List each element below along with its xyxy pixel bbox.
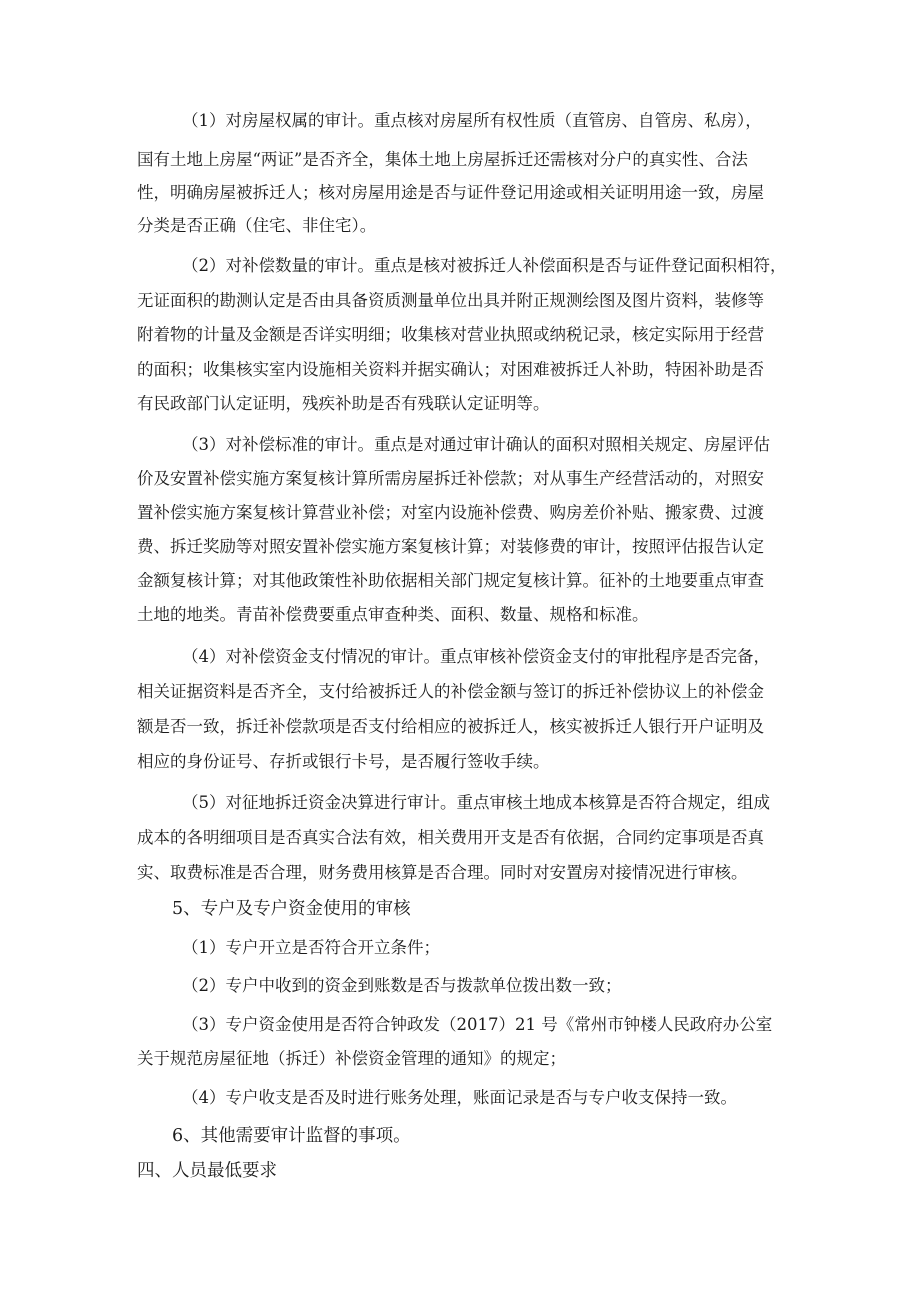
text-line: 的面积；收集核实室内设施相关资料并据实确认；对困难被拆迁人补助，特困补助是否 (137, 360, 764, 379)
section-heading-other-matters: 6、其他需要审计监督的事项。 (172, 1126, 411, 1146)
text-line: （2）对补偿数量的审计。重点是核对被拆迁人补偿面积是否与证件登记面积相符， (182, 256, 787, 275)
text-line: （1）对房屋权属的审计。重点核对房屋所有权性质（直管房、自管房、私房）， (182, 111, 762, 130)
text-line: 附着物的计量及金额是否详实明细；收集核对营业执照或纳税记录，核定实际用于经营 (137, 325, 764, 344)
text-line: 金额复核计算；对其他政策性补助依据相关部门规定复核计算。征补的土地要重点审查 (137, 571, 764, 590)
text-line: 国有土地上房屋“两证”是否齐全，集体土地上房屋拆迁还需核对分户的真实性、合法 (137, 150, 748, 169)
section-heading-staff-requirements: 四、人员最低要求 (137, 1161, 277, 1181)
text-line: 费、拆迁奖励等对照安置补偿实施方案复核计算；对装修费的审计，按照评估报告认定 (137, 537, 764, 556)
text-line: 置补偿实施方案复核计算营业补偿；对室内设施补偿费、购房差价补贴、搬家费、过渡 (137, 503, 764, 522)
text-line: （3）对补偿标准的审计。重点是对通过审计确认的面积对照相关规定、房屋评估 (182, 435, 770, 454)
text-line: 性，明确房屋被拆迁人；核对房屋用途是否与证件登记用途或相关证明用途一致，房屋 (137, 183, 764, 202)
list-item: （4）专户收支是否及时进行账务处理，账面记录是否与专户收支保持一致。 (182, 1088, 737, 1107)
text-line: 关于规范房屋征地（拆迁）补偿资金管理的通知》的规定； (137, 1049, 566, 1068)
text-line: 价及安置补偿实施方案复核计算所需房屋拆迁补偿款；对从事生产经营活动的，对照安 (137, 469, 764, 488)
text-line: 有民政部门认定证明，残疾补助是否有残联认定证明等。 (137, 394, 550, 413)
text-line: 相关证据资料是否齐全，支付给被拆迁人的补偿金额与签订的拆迁补偿协议上的补偿金 (137, 682, 764, 701)
list-item: （1）专户开立是否符合开立条件； (182, 938, 440, 957)
text-line: 无证面积的勘测认定是否由具备资质测量单位出具并附正规测绘图及图片资料，装修等 (137, 291, 764, 310)
text-line: （5）对征地拆迁资金决算进行审计。重点审核土地成本核算是否符合规定，组成 (182, 793, 770, 812)
section-heading-special-account: 5、专户及专户资金使用的审核 (172, 899, 411, 919)
text-line: （3）专户资金使用是否符合钟政发（2017）21 号《常州市钟楼人民政府办公室 (182, 1015, 773, 1034)
list-item: （2）专户中收到的资金到账数是否与拨款单位拨出数一致； (182, 976, 622, 995)
text-line: 成本的各明细项目是否真实合法有效，相关费用开支是否有依据，合同约定事项是否真 (137, 828, 764, 847)
text-line: 土地的地类。青苗补偿费要重点审查种类、面积、数量、规格和标准。 (137, 605, 649, 624)
text-line: 额是否一致，拆迁补偿款项是否支付给相应的被拆迁人，核实被拆迁人银行开户证明及 (137, 717, 764, 736)
text-line: 相应的身份证号、存折或银行卡号，是否履行签收手续。 (137, 752, 550, 771)
text-line: 实、取费标准是否合理，财务费用核算是否合理。同时对安置房对接情况进行审核。 (137, 863, 748, 882)
text-line: （4）对补偿资金支付情况的审计。重点审核补偿资金支付的审批程序是否完备， (182, 647, 770, 666)
text-line: 分类是否正确（住宅、非住宅）。 (137, 216, 377, 235)
